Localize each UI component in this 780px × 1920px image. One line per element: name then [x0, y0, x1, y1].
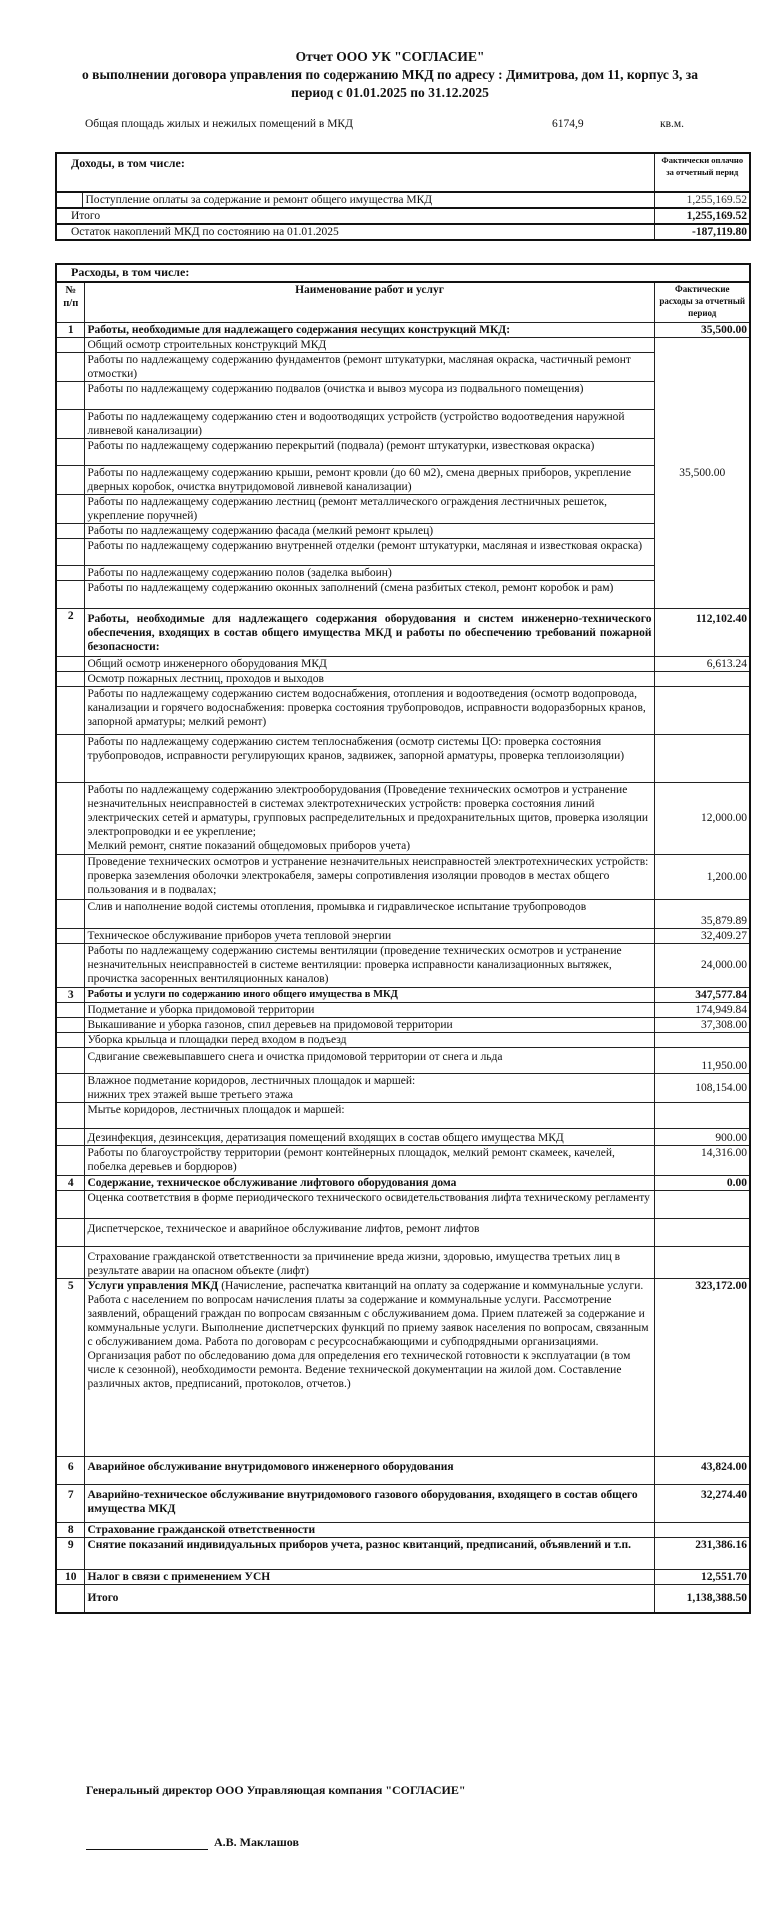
- section-number: 10: [56, 1569, 84, 1584]
- section-number: 4: [56, 1175, 84, 1190]
- item-label: Работы по надлежащему содержанию крыши, ремонт кровли (до 60 м2), смена дверных приборов, укрепление дверных коробок, очистка внутридомовой ливневой канализации): [84, 465, 654, 494]
- section-number: 7: [56, 1484, 84, 1522]
- item-row: [56, 337, 750, 352]
- item-label: Работы по надлежащему содержанию фасада (мелкий ремонт крылец): [84, 523, 654, 538]
- item-value: [654, 671, 750, 686]
- item-value: 6,613.24: [654, 656, 750, 671]
- item-label: Работы по надлежащему содержанию оконных заполнений (смена разбитых стекол, ремонт коробок и рам): [84, 580, 654, 608]
- section-title: [84, 1278, 654, 1456]
- section-value: 12,551.70: [654, 1569, 750, 1584]
- item-row: [56, 465, 750, 494]
- item-row: [56, 1102, 750, 1128]
- item-row: [56, 1002, 750, 1017]
- item-row: [56, 1047, 750, 1073]
- item-row: [56, 523, 750, 538]
- section-value: 347,577.84: [654, 987, 750, 1002]
- income-total-label: Итого: [56, 208, 654, 224]
- item-row: [56, 899, 750, 928]
- income-column-header: Фактически оплачно за отчетный перид: [654, 153, 750, 192]
- item-label: Общий осмотр строительных конструкций МКД: [84, 337, 654, 352]
- item-label: Работы по надлежащему содержанию систем водоснабжения, отопления и водоотведения (осмотр водопровода, канализации и горячего водоснабжения: проверка состояния трубопроводов, исправности водоразборных кранов, запорной арматуры; мелкий ремонт): [84, 686, 654, 734]
- section-number: 3: [56, 987, 84, 1002]
- total-value: 1,138,388.50: [654, 1584, 750, 1613]
- section-value: 32,274.40: [654, 1484, 750, 1522]
- expenses-title-row: [56, 264, 750, 282]
- signer-name: А.В. Маклашов: [214, 1835, 299, 1849]
- item-value: [654, 1218, 750, 1246]
- section-row: [56, 1278, 750, 1456]
- item-row: [56, 1073, 750, 1102]
- item-row: [56, 409, 750, 438]
- section-row: [56, 987, 750, 1002]
- item-label: [84, 782, 654, 854]
- expenses-title: Расходы, в том числе:: [56, 264, 750, 282]
- item-label: Работы по надлежащему содержанию перекрытий (подвала) (ремонт штукатурки, известковая окраска): [84, 438, 654, 465]
- section-row: [56, 608, 750, 656]
- income-header-row: [56, 153, 750, 192]
- area-unit: кв.м.: [660, 118, 685, 130]
- item-label: Осмотр пожарных лестниц, проходов и выходов: [84, 671, 654, 686]
- section-title: Снятие показаний индивидуальных приборов учета, разнос квитанций, предписаний, объявлений и т.п.: [84, 1537, 654, 1569]
- column-header-value: Фактические расходы за отчетный период: [654, 282, 750, 322]
- section-title: Страхование гражданской ответственности: [84, 1522, 654, 1537]
- section-title: Аварийное обслуживание внутридомового инженерного оборудования: [84, 1456, 654, 1484]
- item-row: [56, 1246, 750, 1278]
- total-label: Итого: [84, 1584, 654, 1613]
- item-value: [654, 686, 750, 734]
- item-row: [56, 580, 750, 608]
- section-value: [654, 1522, 750, 1537]
- item-label: Работы по надлежащему содержанию систем теплоснабжения (осмотр системы ЦО: проверка состояния трубопроводов, исправности регулирующих кранов, задвижек, запорной арматуры, проверка теплоизоляции): [84, 734, 654, 782]
- item-label: Техническое обслуживание приборов учета тепловой энергии: [84, 928, 654, 943]
- column-header-number: № п/п: [56, 282, 84, 322]
- item-value: [654, 1032, 750, 1047]
- item-row: [56, 734, 750, 782]
- section-value: 43,824.00: [654, 1456, 750, 1484]
- section-row: [56, 322, 750, 337]
- item-row: [56, 1128, 750, 1145]
- item-label-part1: Работы по надлежащему содержанию электрооборудования (Проведение технических осмотров и устранение незначительных неисправностей в системах электротехнических устройств: проверка состояния линий электрических сетей и арматуры, групповых распределительных и предохранительных щитов, проверка изоляции электропроводки и ее укрепление;: [87, 783, 649, 838]
- area-label: Общая площадь жилых и нежилых помещений в МКД: [85, 118, 353, 130]
- section-title: Работы и услуги по содержанию иного общего имущества в МКД: [84, 987, 654, 1002]
- item-value: [654, 1190, 750, 1218]
- item-label: Работы по надлежащему содержанию полов (заделка выбоин): [84, 565, 654, 580]
- item-label: Работы по надлежащему содержанию внутренней отделки (ремонт штукатурки, масляная и известковая окраска): [84, 538, 654, 565]
- section-title-description: (Начисление, распечатка квитанций на оплату за содержание и коммунальные услуги. Работа с населением по вопросам начисления платы за содержание и коммунальные услуги. Рассмотрение заявлений, обращений граждан по вопросам связанным с обслуживанием дома. Прием платежей за содержание и коммунальные услуги. Выполнение диспетчерских функций по приему заявок населения по вопросам, связанным с обслуживанием дома. Работа по договорам с ресурсоснабжающими и субподрядными организациями. Организация работ по обследованию дома для определения его технической готовности к эксплуатации (в том числе к сезонной), необходимости ремонта. Ведение технической документации на жилой дом. Составление различных актов, предписаний, протоколов, отчетов.): [87, 1279, 649, 1390]
- income-table: [55, 152, 751, 241]
- item-label: Дезинфекция, дезинсекция, дератизация помещений входящих в состав общего имущества МКД: [84, 1128, 654, 1145]
- income-total-value: 1,255,169.52: [654, 208, 750, 224]
- section-row: [56, 1537, 750, 1569]
- item-row: [56, 928, 750, 943]
- item-row: [56, 1218, 750, 1246]
- income-row-value: 1,255,169.52: [654, 192, 750, 208]
- item-row: [56, 538, 750, 565]
- section-number: 5: [56, 1278, 84, 1456]
- income-row: [56, 192, 750, 208]
- item-value: 14,316.00: [654, 1145, 750, 1175]
- expenses-table: [55, 263, 751, 1614]
- item-value: 1,200.00: [654, 854, 750, 899]
- item-row: [56, 671, 750, 686]
- section-value: 323,172.00: [654, 1278, 750, 1456]
- item-value: 108,154.00: [654, 1073, 750, 1102]
- report-subtitle: о выполнении договора управления по содержанию МКД по адресу : Димитрова, дом 11, корпус 3, за: [82, 67, 698, 82]
- item-label: Проведение технических осмотров и устранение незначительных неисправностей электротехнических устройств: проверка заземления оболочки электрокабеля, замеры сопротивления изоляции проводов в местах общего пользования и в подвалах;: [84, 854, 654, 899]
- item-row: [56, 686, 750, 734]
- item-label: Диспетчерское, техническое и аварийное обслуживание лифтов, ремонт лифтов: [84, 1218, 654, 1246]
- section-value: 231,386.16: [654, 1537, 750, 1569]
- section-title: Содержание, техническое обслуживание лифтового оборудования дома: [84, 1175, 654, 1190]
- signer-title: Генеральный директор ООО Управляющая компания "СОГЛАСИЕ": [86, 1783, 466, 1797]
- income-balance-label: Остаток накоплений МКД по состоянию на 01.01.2025: [56, 224, 654, 240]
- item-row: [56, 1190, 750, 1218]
- item-label: Работы по надлежащему содержанию фундаментов (ремонт штукатурки, масляная окраска, частичный ремонт отмостки): [84, 352, 654, 381]
- income-balance-value: -187,119.80: [654, 224, 750, 240]
- section-row: [56, 1456, 750, 1484]
- item-row: [56, 494, 750, 523]
- item-label: Сдвигание свежевыпавшего снега и очистка придомовой территории от снега и льда: [84, 1047, 654, 1073]
- item-label: [84, 1073, 654, 1102]
- total-row: [56, 1584, 750, 1613]
- item-value: [654, 734, 750, 782]
- item-label: Работы по надлежащему содержанию лестниц (ремонт металлического ограждения лестничных решеток, укрепление поручней): [84, 494, 654, 523]
- item-row: [56, 943, 750, 987]
- item-row: [56, 782, 750, 854]
- income-title: Доходы, в том числе:: [56, 153, 654, 192]
- item-row: [56, 656, 750, 671]
- item-label-part2: нижних трех этажей выше третьего этажа: [87, 1088, 294, 1101]
- item-value: [654, 1246, 750, 1278]
- section-title: Работы, необходимые для надлежащего содержания несущих конструкций МКД:: [84, 322, 654, 337]
- item-label: Работы по надлежащему содержанию стен и водоотводящих устройств (устройство водоотведения наружной ливневой канализации): [84, 409, 654, 438]
- section-row: [56, 1569, 750, 1584]
- item-label: Работы по надлежащему содержанию подвалов (очистка и вывоз мусора из подвального помещения): [84, 381, 654, 409]
- section-title: Работы, необходимые для надлежащего содержания оборудования и систем инженерно-технического обеспечения, входящих в состав общего имущества МКД и работы по обеспечению требований пожарной безопасности:: [84, 608, 654, 656]
- section-row: [56, 1175, 750, 1190]
- item-row: [56, 565, 750, 580]
- item-value: 32,409.27: [654, 928, 750, 943]
- item-value: 900.00: [654, 1128, 750, 1145]
- item-label-part2: Мелкий ремонт, снятие показаний общедомовых приборов учета): [87, 839, 411, 852]
- report-period: период с 01.01.2025 по 31.12.2025: [291, 85, 489, 100]
- income-balance-row: [56, 224, 750, 240]
- item-label: Общий осмотр инженерного оборудования МКД: [84, 656, 654, 671]
- item-label: Уборка крыльца и площадки перед входом в подъезд: [84, 1032, 654, 1047]
- item-label: Слив и наполнение водой системы отопления, промывка и гидравлическое испытание трубопроводов: [84, 899, 654, 928]
- section-row: [56, 1522, 750, 1537]
- area-value: 6174,9: [552, 118, 584, 130]
- item-row: [56, 381, 750, 409]
- item-value: [654, 1102, 750, 1128]
- section-number: 6: [56, 1456, 84, 1484]
- section-number: 2: [56, 608, 84, 656]
- column-header-name: Наименование работ и услуг: [84, 282, 654, 322]
- section-number: 9: [56, 1537, 84, 1569]
- item-row: [56, 352, 750, 381]
- section-title: Аварийно-техническое обслуживание внутридомового газового оборудования, входящего в состав общего имущества МКД: [84, 1484, 654, 1522]
- item-row: [56, 1032, 750, 1047]
- item-label: Мытье коридоров, лестничных площадок и маршей:: [84, 1102, 654, 1128]
- signature-line: [86, 1837, 208, 1850]
- income-row-label: Поступление оплаты за содержание и ремонт общего имущества МКД: [82, 192, 654, 208]
- item-label: Выкашивание и уборка газонов, спил деревьев на придомовой территории: [84, 1017, 654, 1032]
- item-label: Страхование гражданской ответственности за причинение вреда жизни, здоровью, имущества третьих лиц в результате аварии на опасном объекте (лифт): [84, 1246, 654, 1278]
- section-title: Налог в связи с применением УСН: [84, 1569, 654, 1584]
- item-label: Оценка соответствия в форме периодического технического освидетельствования лифта техническому регламенту: [84, 1190, 654, 1218]
- merged-section-value: 35,500.00: [654, 337, 750, 608]
- item-value: 12,000.00: [654, 782, 750, 854]
- item-label: Подметание и уборка придомовой территории: [84, 1002, 654, 1017]
- item-value: 11,950.00: [654, 1047, 750, 1073]
- section-value: 35,500.00: [654, 322, 750, 337]
- item-row: [56, 1145, 750, 1175]
- section-number: 1: [56, 322, 84, 337]
- item-label: Работы по надлежащему содержанию системы вентиляции (проведение технических осмотров и устранение незначительных неисправностей в системе вентиляции: проверка исправности канализационных вытяжек, прочистка засоренных вентиляционных каналов): [84, 943, 654, 987]
- item-value: 37,308.00: [654, 1017, 750, 1032]
- signature-block: [86, 1835, 299, 1850]
- income-total-row: [56, 208, 750, 224]
- item-row: [56, 1017, 750, 1032]
- item-value: 35,879.89: [654, 899, 750, 928]
- item-row: [56, 438, 750, 465]
- section-number: 8: [56, 1522, 84, 1537]
- item-label: Работы по благоустройству территории (ремонт контейнерных площадок, мелкий ремонт скамеек, качелей, побелка деревьев и бордюров): [84, 1145, 654, 1175]
- item-value: 24,000.00: [654, 943, 750, 987]
- report-title: Отчет ООО УК "СОГЛАСИЕ": [295, 49, 485, 64]
- section-title-bold: Услуги управления МКД: [87, 1279, 219, 1292]
- section-value: 112,102.40: [654, 608, 750, 656]
- item-value: 174,949.84: [654, 1002, 750, 1017]
- expenses-column-header-row: [56, 282, 750, 322]
- section-value: 0.00: [654, 1175, 750, 1190]
- item-row: [56, 854, 750, 899]
- section-row: [56, 1484, 750, 1522]
- item-label-part1: Влажное подметание коридоров, лестничных площадок и маршей:: [87, 1074, 416, 1087]
